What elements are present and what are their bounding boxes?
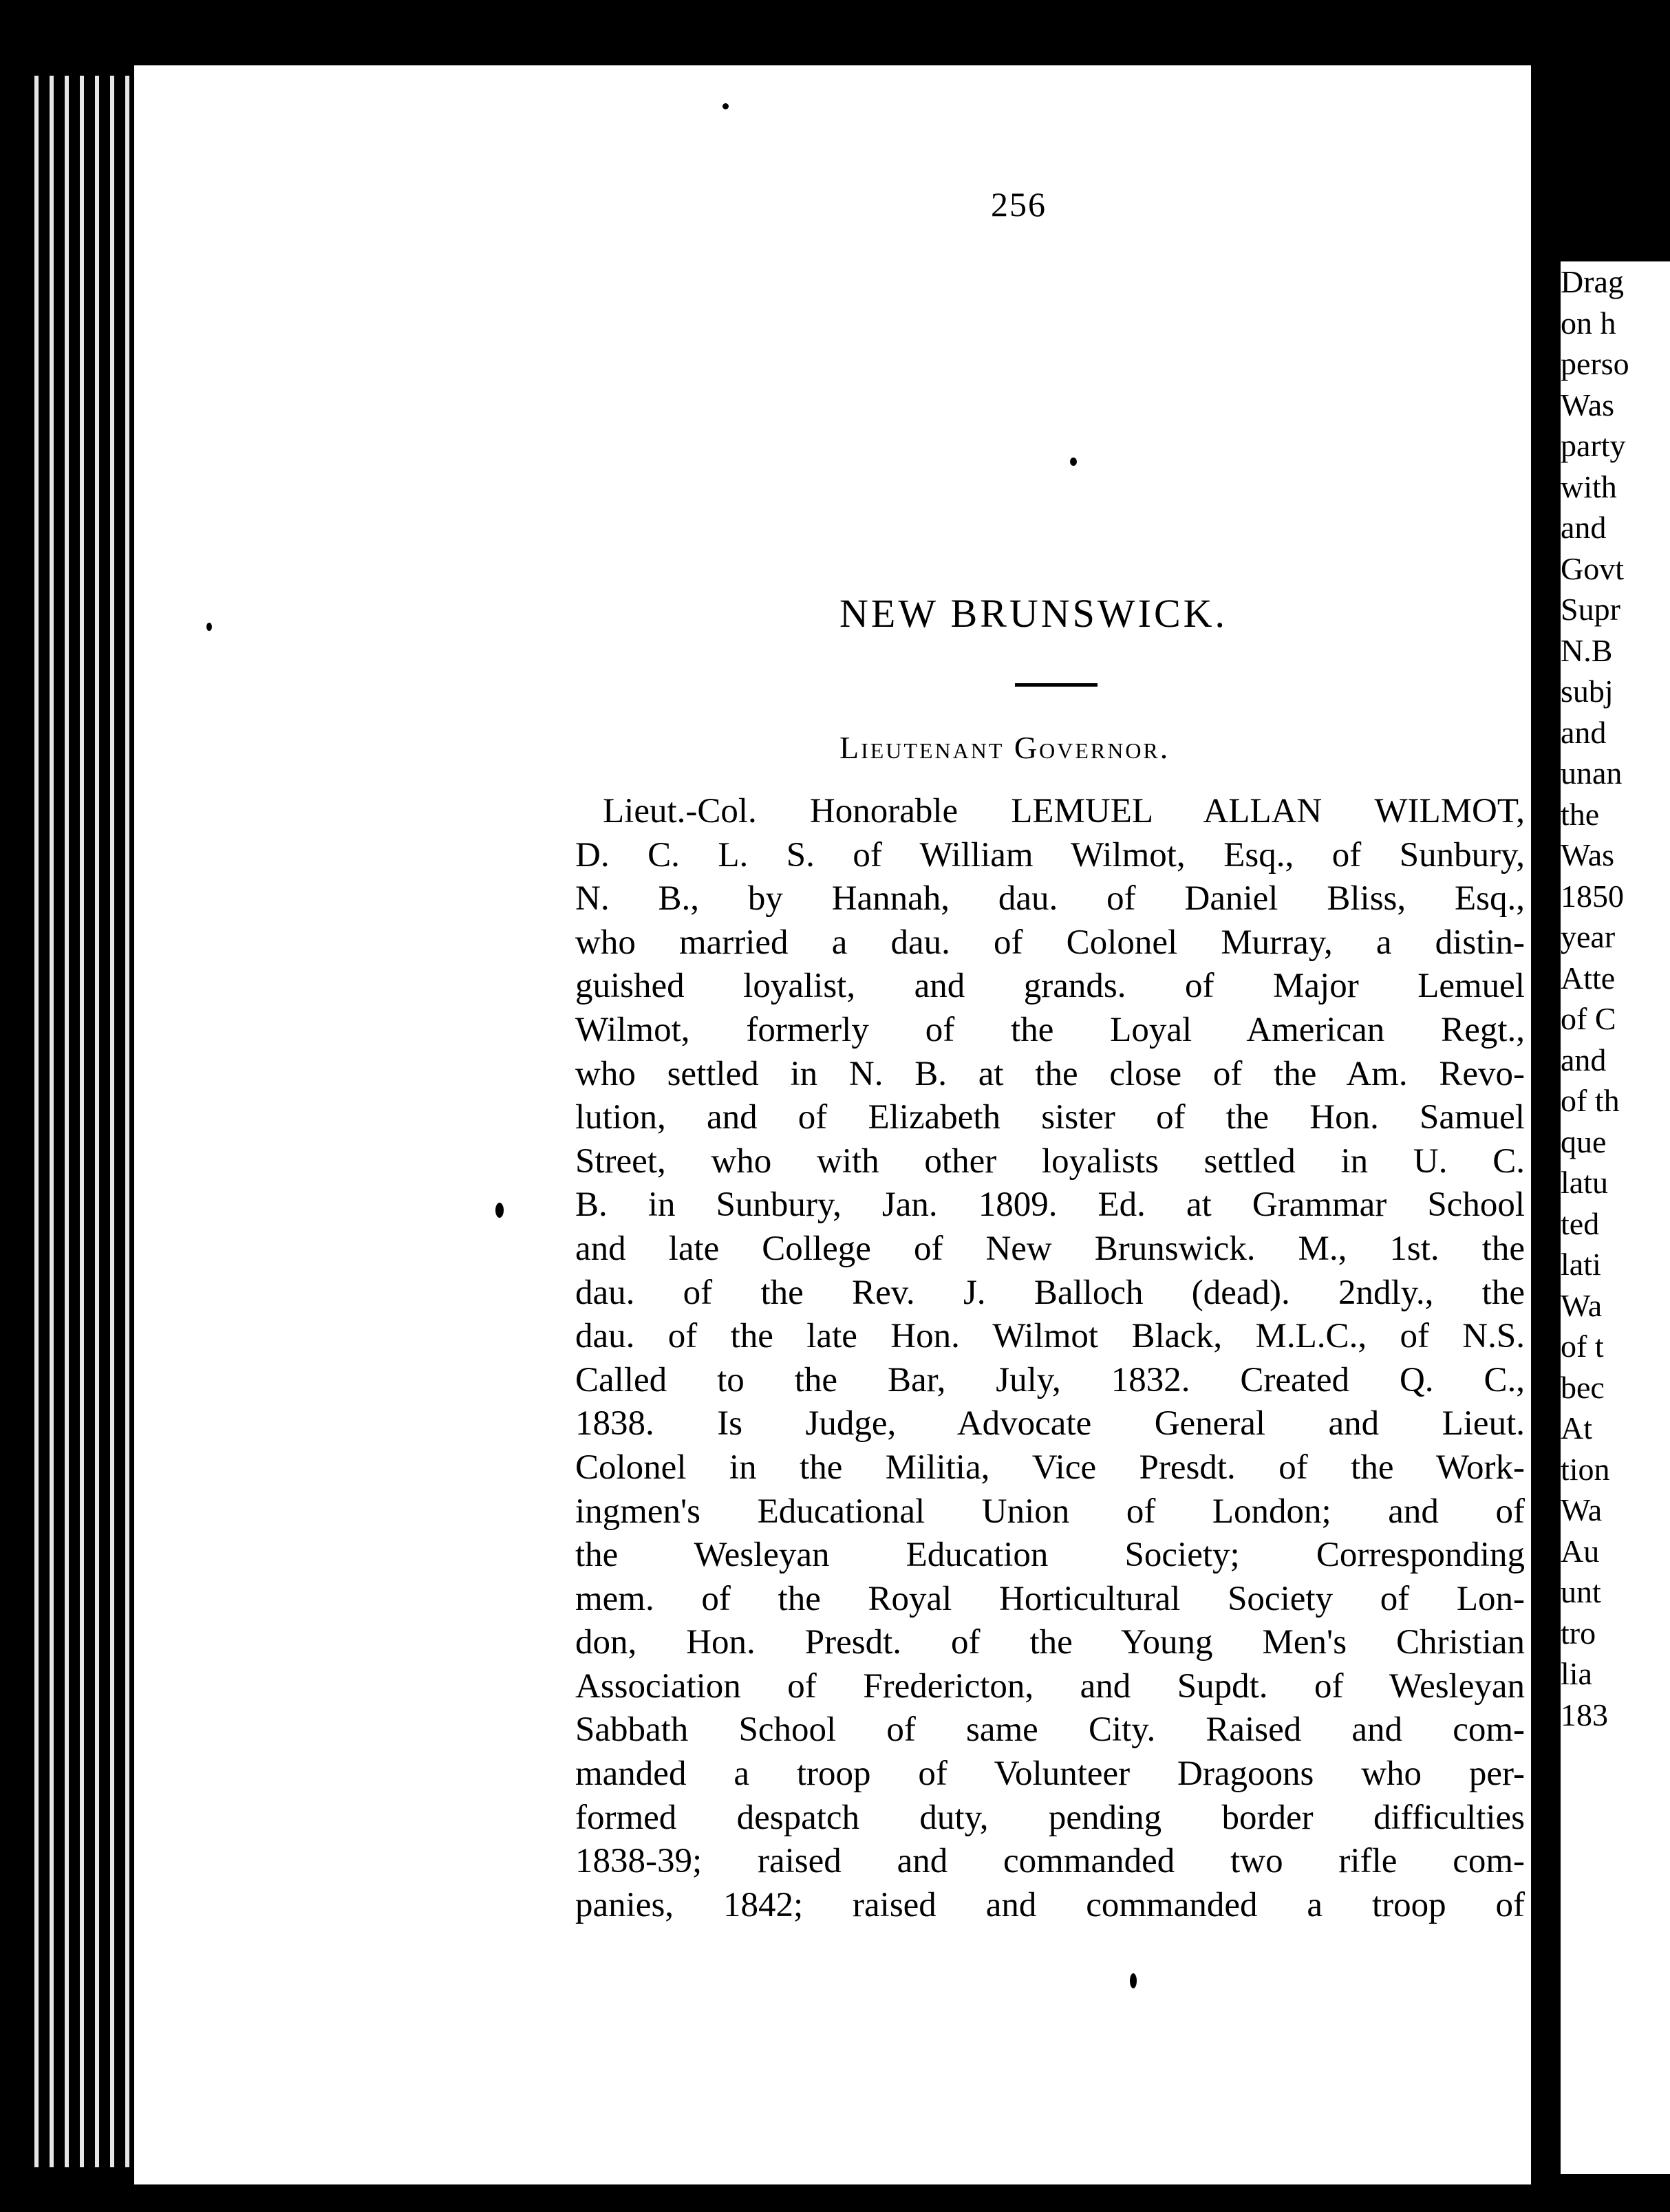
section-subtitle: Lieutenant Governor. xyxy=(839,730,1170,765)
print-speck xyxy=(722,103,729,109)
print-speck xyxy=(1130,1973,1137,1988)
print-speck xyxy=(495,1203,504,1218)
facing-page-line-fragment: perso xyxy=(1561,346,1629,381)
print-speck xyxy=(1070,458,1077,466)
section-title: NEW BRUNSWICK. xyxy=(839,591,1228,636)
facing-page-fragment xyxy=(1561,261,1670,2174)
body-line: Colonel in the Militia, Vice Presdt. of the Work- xyxy=(575,1448,1525,1487)
facing-page-line-fragment: Was xyxy=(1561,387,1615,422)
facing-page-line-fragment: Supr xyxy=(1561,592,1620,627)
body-line: who settled in N. B. at the close of the Am. Revo- xyxy=(575,1054,1525,1093)
body-line: Street, who with other loyalists settled in U. C. xyxy=(575,1141,1525,1181)
facing-page-line-fragment: on h xyxy=(1561,305,1616,341)
print-speck xyxy=(206,623,212,631)
body-line: who married a dau. of Colonel Murray, a distin- xyxy=(575,923,1525,962)
body-line: lution, and of Elizabeth sister of the Hon. Samuel xyxy=(575,1098,1525,1137)
facing-page-line-fragment: lia xyxy=(1561,1656,1592,1691)
body-line: dau. of the late Hon. Wilmot Black, M.L.C., of N.S. xyxy=(575,1317,1525,1356)
facing-page-line-fragment: Drag xyxy=(1561,264,1624,299)
body-line: and late College of New Brunswick. M., 1st. the xyxy=(575,1229,1525,1268)
facing-page-line-fragment: and xyxy=(1561,714,1607,750)
body-line: Lieut.-Col. Honorable LEMUEL ALLAN WILMOT, xyxy=(603,792,1525,830)
facing-page-line-fragment: Wa xyxy=(1561,1287,1603,1323)
body-line: 1838. Is Judge, Advocate General and Lieut. xyxy=(575,1404,1525,1443)
facing-page-line-fragment: Wa xyxy=(1561,1492,1603,1527)
facing-page-line-fragment: party xyxy=(1561,428,1626,463)
facing-page-line-fragment: tro xyxy=(1561,1615,1596,1651)
page-gutter xyxy=(1531,69,1562,2209)
body-line: ingmen's Educational Union of London; and of xyxy=(575,1492,1525,1531)
facing-page-line-fragment: Atte xyxy=(1561,960,1616,996)
body-line: manded a troop of Volunteer Dragoons who per- xyxy=(575,1754,1525,1794)
facing-page-line-fragment: subj xyxy=(1561,674,1614,709)
body-line: N. B., by Hannah, dau. of Daniel Bliss, Esq., xyxy=(575,879,1525,919)
body-line: Association of Fredericton, and Supdt. of Wesleyan xyxy=(575,1666,1525,1706)
body-line: don, Hon. Presdt. of the Young Men's Christian xyxy=(575,1623,1525,1662)
facing-page-line-fragment: and xyxy=(1561,510,1607,545)
facing-page-line-fragment: N.B xyxy=(1561,632,1613,668)
facing-page-line-fragment: year xyxy=(1561,919,1616,954)
facing-page-line-fragment: of C xyxy=(1561,1001,1616,1036)
facing-page-line-fragment: of t xyxy=(1561,1329,1604,1364)
facing-page-line-fragment: Govt xyxy=(1561,550,1624,586)
body-line: Called to the Bar, July, 1832. Created Q. C., xyxy=(575,1360,1525,1399)
facing-page-line-fragment: Au xyxy=(1561,1533,1600,1569)
facing-page-line-fragment: unan xyxy=(1561,755,1623,791)
body-line: the Wesleyan Education Society; Corresponding xyxy=(575,1536,1525,1575)
facing-page-line-fragment: unt xyxy=(1561,1574,1601,1609)
body-line: dau. of the Rev. J. Balloch (dead). 2ndly., the xyxy=(575,1273,1525,1312)
facing-page-line-fragment: 1850 xyxy=(1561,878,1624,914)
facing-page-line-fragment: ted xyxy=(1561,1205,1600,1241)
facing-page-line-fragment: Was xyxy=(1561,837,1615,872)
body-line: guished loyalist, and grands. of Major Lemuel xyxy=(575,967,1525,1006)
body-paragraph xyxy=(575,790,1525,1927)
body-line: D. C. L. S. of William Wilmot, Esq., of Sunbury, xyxy=(575,835,1525,874)
body-line: 1838-39; raised and commanded two rifle com- xyxy=(575,1842,1525,1881)
facing-page-line-fragment: 183 xyxy=(1561,1697,1608,1732)
body-line: Sabbath School of same City. Raised and com- xyxy=(575,1710,1525,1750)
page-number: 256 xyxy=(991,185,1047,224)
facing-page-line-fragment: bec xyxy=(1561,1369,1605,1405)
body-line: B. in Sunbury, Jan. 1809. Ed. at Grammar School xyxy=(575,1185,1525,1225)
facing-page-line-fragment: the xyxy=(1561,796,1600,832)
facing-page-line-fragment: latu xyxy=(1561,1165,1608,1200)
facing-page-line-fragment: of th xyxy=(1561,1083,1620,1118)
facing-page-line-fragment: que xyxy=(1561,1124,1607,1159)
page-edge-left xyxy=(28,76,138,2167)
facing-page-line-fragment: tion xyxy=(1561,1451,1610,1487)
body-line: Wilmot, formerly of the Loyal American Regt., xyxy=(575,1010,1525,1049)
facing-page-line-fragment: lati xyxy=(1561,1247,1601,1282)
body-line: panies, 1842; raised and commanded a troop of xyxy=(575,1885,1525,1924)
body-line: mem. of the Royal Horticultural Society of Lon- xyxy=(575,1579,1525,1618)
facing-page-line-fragment: At xyxy=(1561,1410,1592,1446)
title-rule xyxy=(1015,683,1098,687)
facing-page-line-fragment: and xyxy=(1561,1042,1607,1077)
body-line: formed despatch duty, pending border difficulties xyxy=(575,1798,1525,1837)
facing-page-line-fragment: with xyxy=(1561,469,1617,504)
